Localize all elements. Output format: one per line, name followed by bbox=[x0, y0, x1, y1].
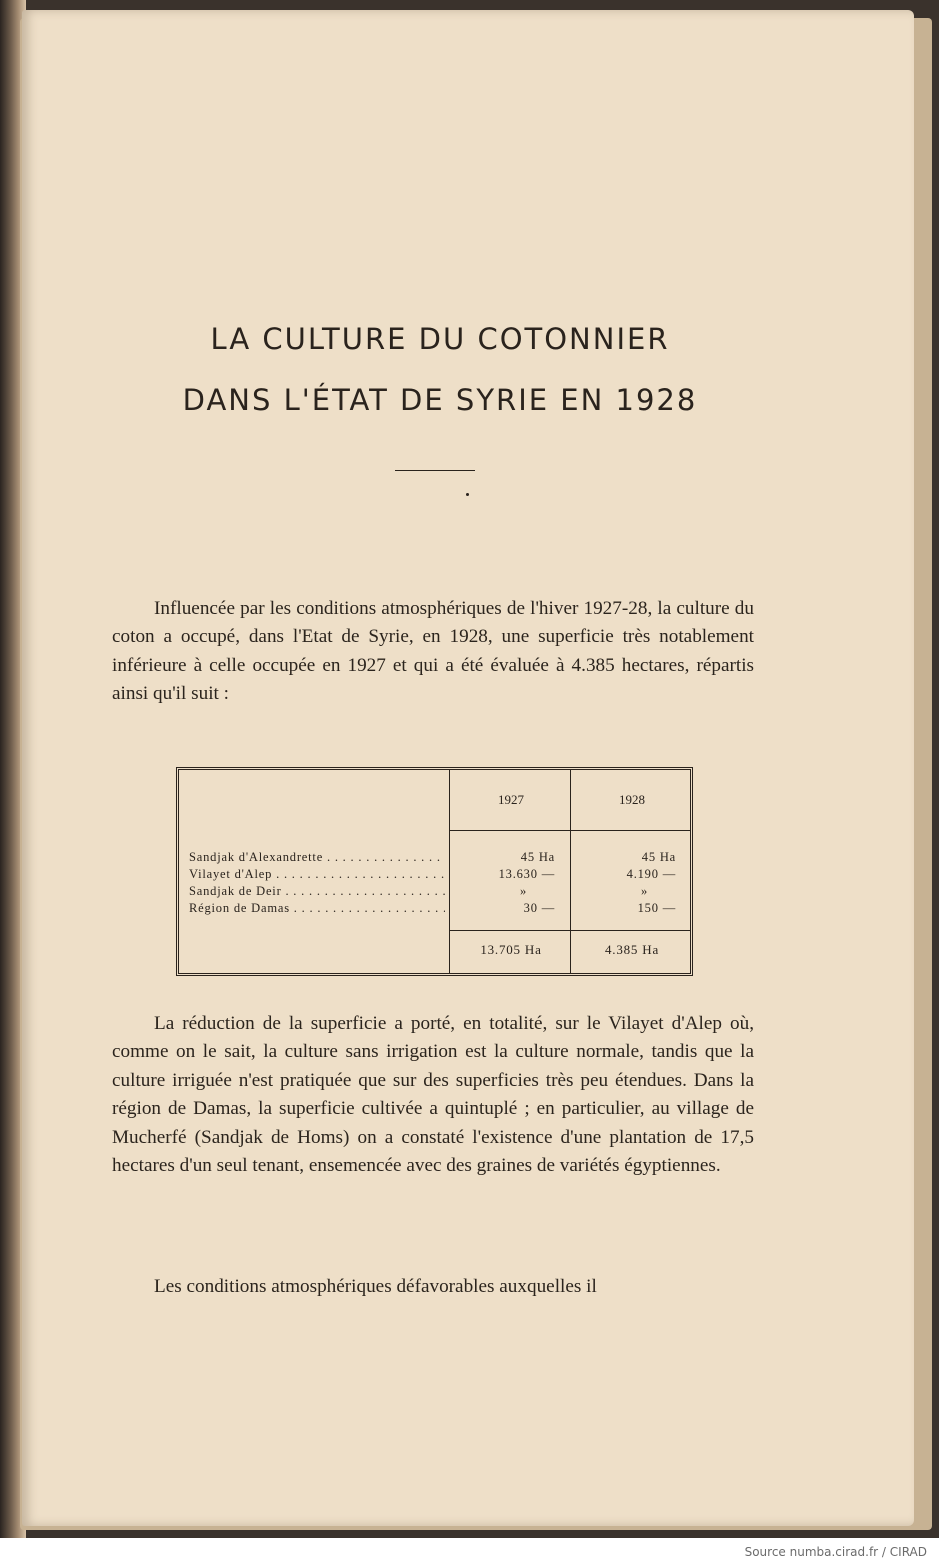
table-cell: 45 Ha bbox=[520, 850, 555, 864]
page-title-line-1: LA CULTURE DU COTONNIER bbox=[210, 322, 670, 356]
table-row-label: Sandjak de Deir . . . bbox=[189, 884, 445, 899]
page-title-line-2: DANS L'ÉTAT DE SYRIE EN 1928 bbox=[182, 383, 698, 417]
table-cell: 13.630 — bbox=[498, 867, 555, 881]
table-cell: 45 Ha bbox=[641, 850, 676, 864]
table-cell: 30 — bbox=[523, 901, 555, 915]
paragraph-conditions: Les conditions atmosphériques défavorables auxquelles il bbox=[154, 1276, 597, 1297]
table-cell: » bbox=[640, 884, 648, 898]
table-total-1927: 13.705 Ha bbox=[480, 942, 542, 957]
table-cell: 150 — bbox=[637, 901, 676, 915]
table-row-label: Sandjak d'Alexandrette . . . bbox=[189, 850, 445, 865]
table-cell: 4.190 — bbox=[626, 867, 676, 881]
table-total-rule bbox=[449, 930, 690, 931]
table-total-1928: 4.385 Ha bbox=[604, 942, 660, 957]
divider-dot bbox=[466, 493, 469, 496]
table-row-label: Vilayet d'Alep . . . bbox=[189, 867, 445, 882]
table-header-1928: 1928 bbox=[619, 792, 645, 807]
table-header-1927: 1927 bbox=[498, 792, 524, 807]
cotton-area-table bbox=[176, 767, 693, 976]
table-row-label: Région de Damas . . . bbox=[189, 901, 445, 916]
source-credit: Source numba.cirad.fr / CIRAD bbox=[744, 1545, 927, 1559]
table-header-rule bbox=[449, 830, 690, 831]
title-divider bbox=[395, 470, 475, 471]
paragraph-reduction: La réduction de la superficie a porté, en totalité, sur le Vilayet d'Alep où, comme on le sait, la culture sans irrigation est la culture normale, tandis que la culture irriguée n'est pratiquée que sur des superficies très peu étendues. Dans la région de Damas, la superficie cultivée a quintuplé ; en particulier, au village de Mucherfé (Sandjak de Homs) on a constaté l'existence d'une plantation de 17,5 hectares d'un seul tenant, ensemencée avec des graines de variétés égyptiennes. bbox=[112, 1013, 754, 1177]
table-column-divider bbox=[449, 770, 450, 973]
paragraph-intro: Influencée par les conditions atmosphériques de l'hiver 1927-28, la culture du coton a occupé, dans l'Etat de Syrie, en 1928, une superficie très notablement inférieure à celle occupée en 1927 et qui a été évaluée à 4.385 hectares, répartis ainsi qu'il suit : bbox=[112, 598, 754, 705]
table-cell: » bbox=[519, 884, 527, 898]
